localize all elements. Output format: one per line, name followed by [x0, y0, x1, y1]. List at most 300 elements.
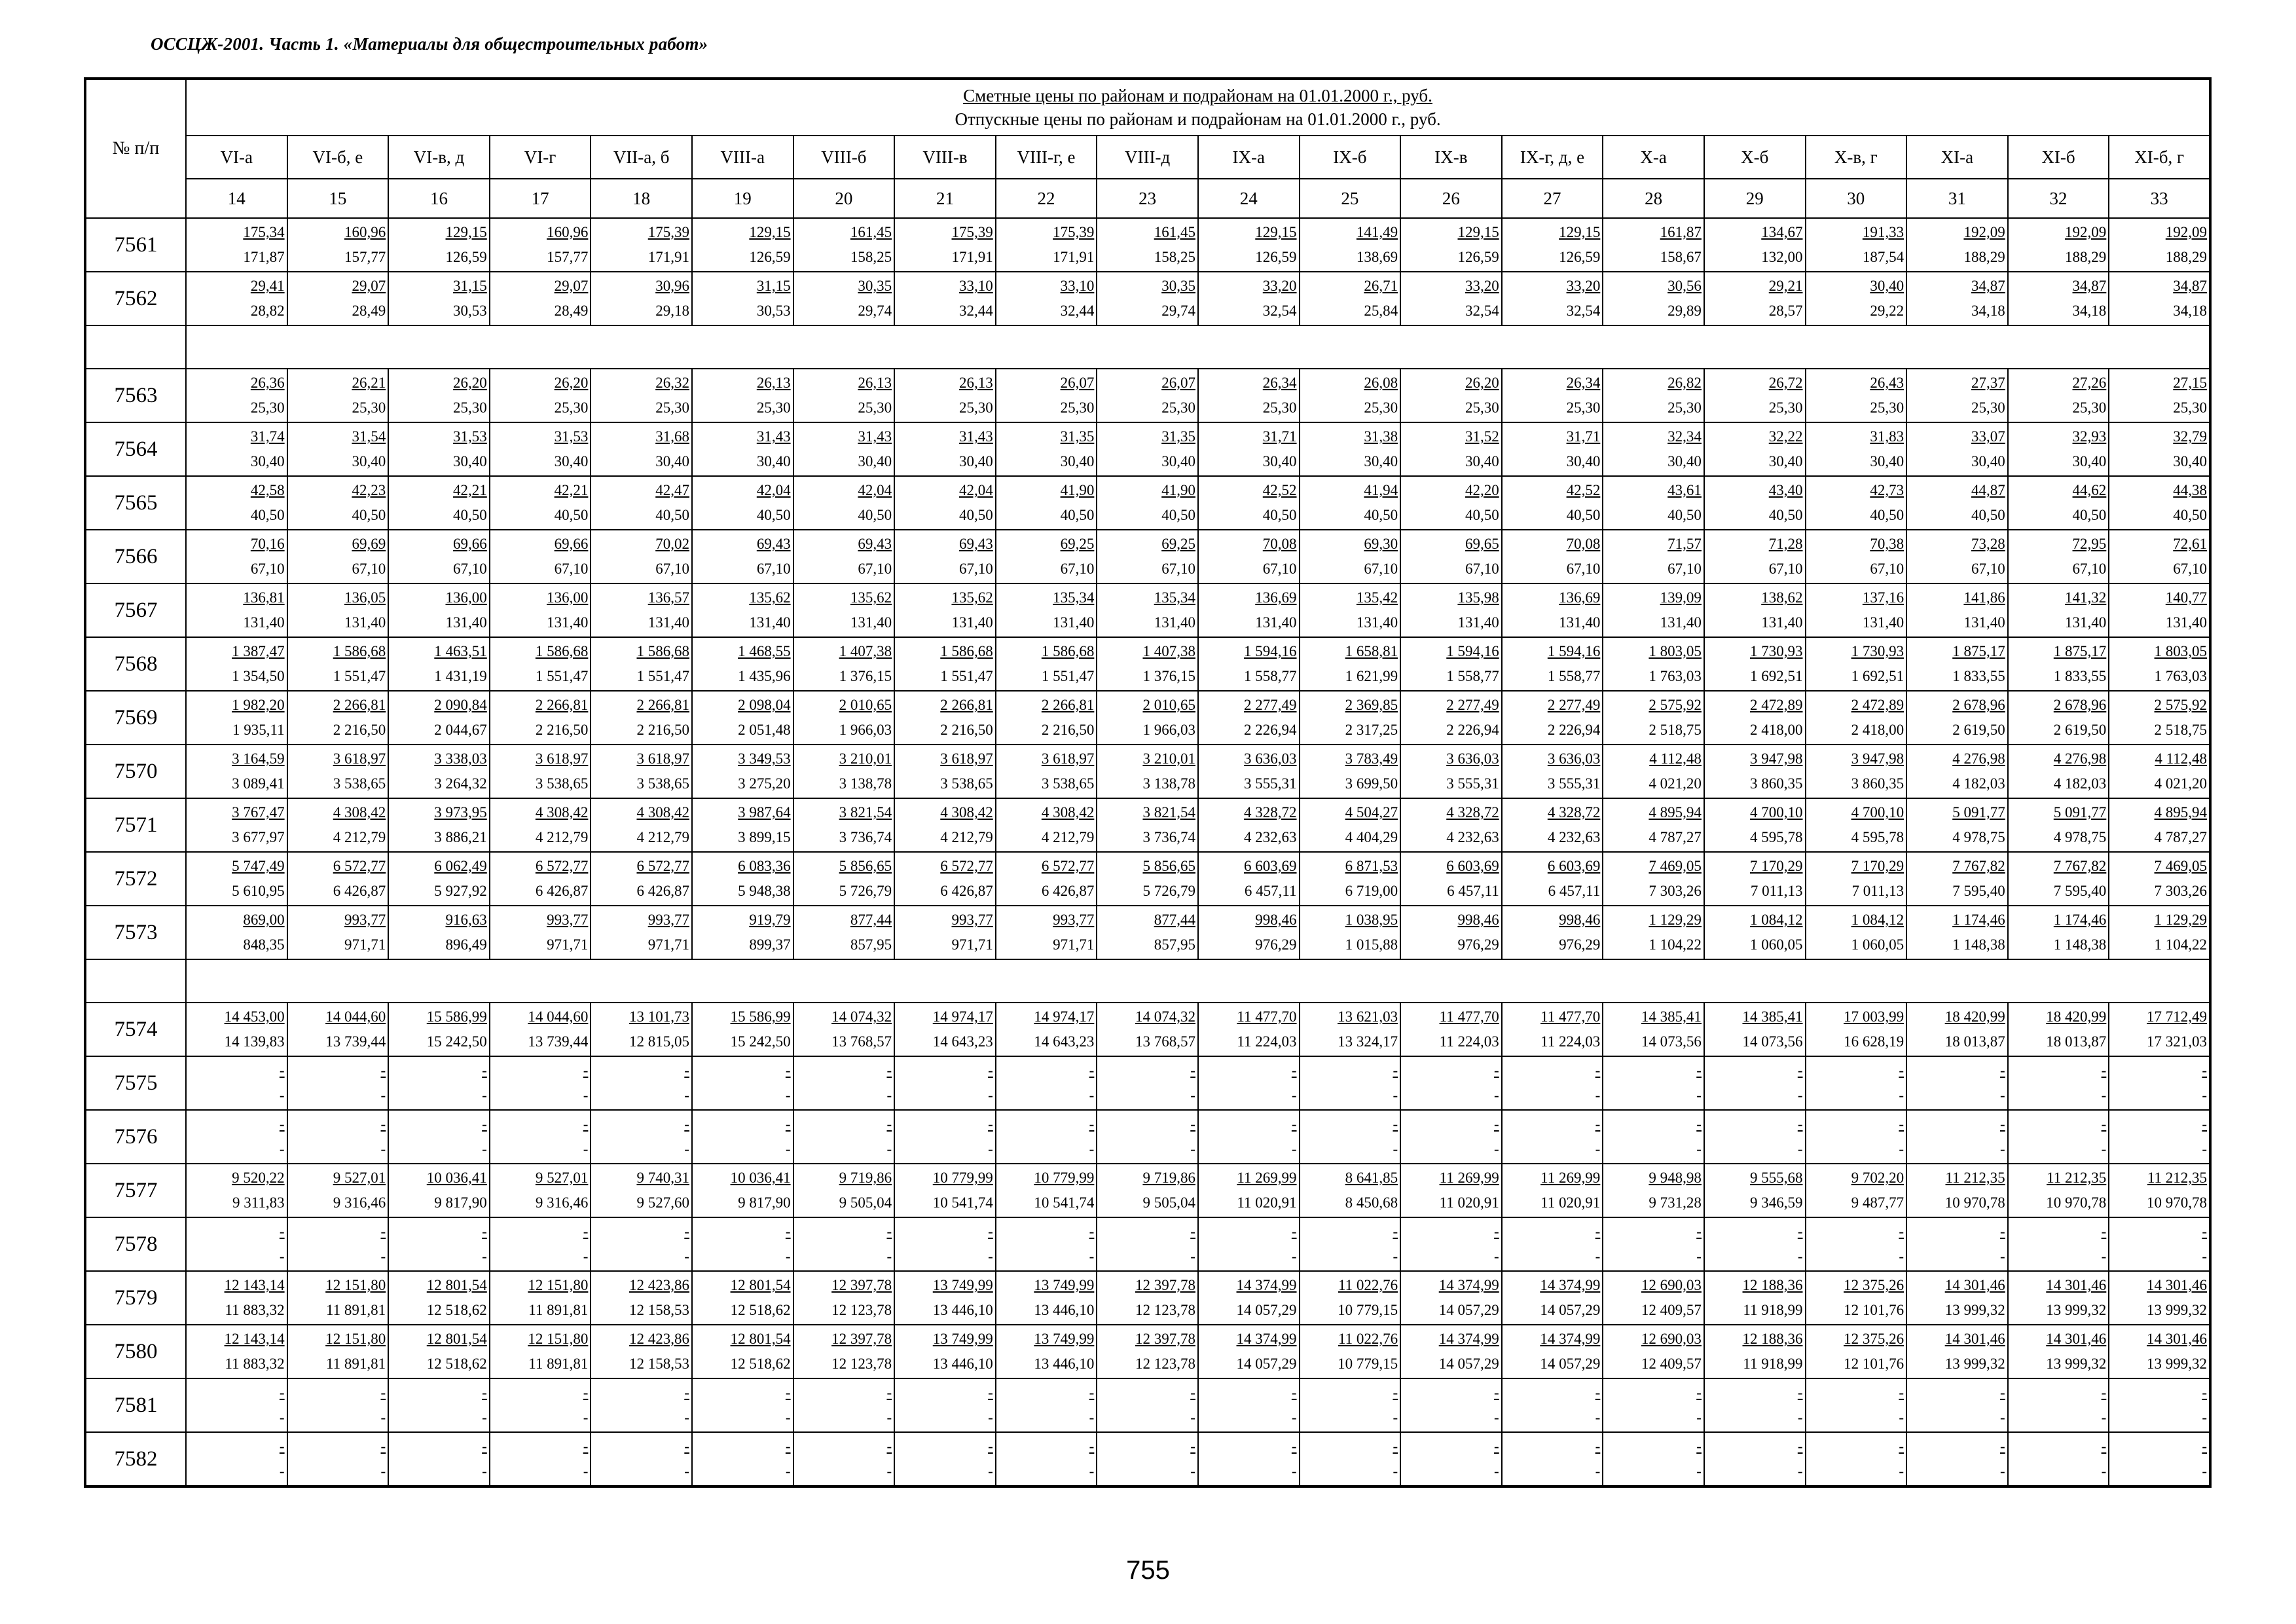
price-cell	[490, 530, 591, 583]
release-price: 7 303,26	[1649, 883, 1702, 899]
release-price: 131,40	[547, 614, 589, 631]
price-cell	[1198, 691, 1300, 745]
price-cell	[591, 1003, 692, 1056]
release-price: 1 935,11	[232, 722, 285, 738]
estimate-price: -	[785, 1116, 791, 1132]
price-cell	[591, 530, 692, 583]
price-cell	[692, 1056, 793, 1110]
price-cell	[1502, 1164, 1603, 1217]
estimate-price: 17 712,49	[2147, 1008, 2208, 1025]
estimate-price: 31,15	[756, 278, 791, 294]
estimate-price: 5 091,77	[1952, 804, 2005, 821]
estimate-price: 31,43	[858, 428, 892, 445]
release-price: 10 970,78	[2147, 1194, 2208, 1211]
table-row	[85, 745, 2210, 798]
release-price: -	[1291, 1141, 1297, 1157]
estimate-price: 2 010,65	[839, 697, 892, 713]
release-price: 11 883,32	[225, 1356, 285, 1372]
release-price: 899,37	[749, 936, 791, 953]
price-cell	[1097, 369, 1198, 422]
estimate-price: -	[1494, 1062, 1499, 1079]
release-price: 67,10	[1768, 561, 1803, 577]
release-price: 158,25	[1154, 249, 1195, 265]
estimate-price: 3 636,03	[1547, 750, 1601, 767]
release-price: 12 518,62	[730, 1302, 791, 1318]
price-cell	[1198, 1378, 1300, 1432]
release-price: 4 595,78	[1750, 829, 1803, 845]
release-price: 1 692,51	[1851, 668, 1904, 684]
column-number: 25	[1300, 179, 1401, 218]
release-price: 14 643,23	[1034, 1033, 1095, 1050]
release-price: 2 518,75	[2154, 722, 2208, 738]
estimate-price: -	[2101, 1223, 2107, 1240]
estimate-price: -	[1899, 1062, 1904, 1079]
price-cell	[1097, 583, 1198, 637]
estimate-price: -	[988, 1223, 993, 1240]
estimate-price: -	[684, 1438, 689, 1454]
estimate-price: 2 266,81	[333, 697, 386, 713]
table-row	[85, 906, 2210, 959]
release-price: 14 057,29	[1540, 1302, 1601, 1318]
release-price: -	[1190, 1141, 1195, 1157]
price-cell	[1906, 852, 2008, 906]
release-price: 132,00	[1761, 249, 1803, 265]
release-price: -	[1089, 1087, 1095, 1103]
estimate-price: 14 301,46	[2147, 1331, 2208, 1347]
estimate-price: 14 374,99	[1236, 1277, 1297, 1293]
price-cell	[2109, 218, 2210, 272]
price-cell	[996, 1217, 1097, 1271]
estimate-price: -	[1089, 1438, 1095, 1454]
release-price: 157,77	[547, 249, 589, 265]
price-cell	[692, 1164, 793, 1217]
release-price: 971,71	[951, 936, 993, 953]
estimate-price: 3 210,01	[839, 750, 892, 767]
estimate-price: 2 472,89	[1750, 697, 1803, 713]
release-price: 16 628,19	[1844, 1033, 1904, 1050]
release-price: 4 021,20	[2154, 775, 2208, 792]
release-price: 14 139,83	[224, 1033, 285, 1050]
estimate-price: 12 690,03	[1641, 1331, 1702, 1347]
table-row	[85, 1271, 2210, 1325]
price-cell	[793, 1432, 895, 1486]
estimate-price: -	[1291, 1116, 1297, 1132]
release-price: 13 446,10	[1034, 1302, 1095, 1318]
estimate-price: 135,62	[749, 589, 791, 606]
price-cell	[1704, 1325, 1806, 1378]
release-price: 34,18	[2173, 303, 2208, 319]
release-price: 30,40	[1364, 453, 1398, 470]
release-price: -	[988, 1087, 993, 1103]
price-cell	[1806, 272, 1907, 325]
row-number: 7577	[85, 1164, 186, 1217]
release-price: 1 551,47	[1041, 668, 1095, 684]
release-price: 2 317,25	[1345, 722, 1398, 738]
release-price: -	[1393, 1409, 1398, 1426]
price-cell	[591, 1164, 692, 1217]
estimate-price: 13 749,99	[932, 1331, 993, 1347]
price-cell	[996, 906, 1097, 959]
price-cell	[490, 218, 591, 272]
estimate-price: -	[1494, 1223, 1499, 1240]
price-cell	[591, 637, 692, 691]
region-header: VIII-б	[793, 136, 895, 179]
section-separator-row	[85, 959, 2210, 1003]
price-cell	[1300, 1217, 1401, 1271]
release-price: 4 212,79	[636, 829, 689, 845]
release-price: -	[988, 1141, 993, 1157]
price-cell	[2109, 476, 2210, 530]
estimate-price: 1 594,16	[1547, 643, 1601, 659]
price-cell	[1906, 906, 2008, 959]
release-price: -	[2000, 1087, 2005, 1103]
release-price: 3 138,78	[1142, 775, 1195, 792]
release-price: 171,91	[951, 249, 993, 265]
row-number: 7569	[85, 691, 186, 745]
release-price: 9 487,77	[1851, 1194, 1904, 1211]
release-price: 40,50	[1971, 507, 2005, 523]
price-cell	[793, 1325, 895, 1378]
release-price: 25,30	[250, 399, 285, 416]
release-price: 11 883,32	[225, 1302, 285, 1318]
price-cell	[1097, 422, 1198, 476]
estimate-price: 26,34	[1262, 375, 1297, 391]
row-number: 7565	[85, 476, 186, 530]
estimate-price: 6 083,36	[738, 858, 791, 874]
price-cell	[793, 476, 895, 530]
price-cell	[1806, 1164, 1907, 1217]
release-price: 138,69	[1356, 249, 1398, 265]
release-price: 3 555,31	[1244, 775, 1297, 792]
estimate-price: 192,09	[2165, 224, 2208, 240]
estimate-price: -	[1899, 1116, 1904, 1132]
price-cell	[1400, 1164, 1502, 1217]
release-price: -	[1190, 1463, 1195, 1479]
price-cell	[1906, 1432, 2008, 1486]
price-cell	[1300, 906, 1401, 959]
price-cell	[894, 422, 996, 476]
release-price: 11 020,91	[1237, 1194, 1297, 1211]
price-cell	[186, 1217, 287, 1271]
release-price: 30,40	[858, 453, 892, 470]
price-cell	[186, 691, 287, 745]
price-cell	[1097, 530, 1198, 583]
release-price: 3 555,31	[1446, 775, 1499, 792]
row-number: 7573	[85, 906, 186, 959]
release-price: 13 768,57	[831, 1033, 892, 1050]
estimate-price: 993,77	[951, 912, 993, 928]
price-cell	[692, 583, 793, 637]
release-price: 30,40	[1465, 453, 1499, 470]
column-number: 29	[1704, 179, 1806, 218]
estimate-price: 31,15	[453, 278, 487, 294]
row-number: 7561	[85, 218, 186, 272]
price-cell	[490, 852, 591, 906]
price-cell	[1806, 1003, 1907, 1056]
release-price: 188,29	[2165, 249, 2208, 265]
price-cell	[388, 476, 490, 530]
release-price: 1 621,99	[1345, 668, 1398, 684]
release-price: 3 275,20	[738, 775, 791, 792]
estimate-price: 136,05	[344, 589, 386, 606]
price-cell	[1097, 691, 1198, 745]
price-cell	[1704, 1378, 1806, 1432]
estimate-price: 3 618,97	[1041, 750, 1095, 767]
estimate-price: 42,20	[1465, 482, 1499, 498]
release-price: 131,40	[749, 614, 791, 631]
estimate-price: -	[1393, 1384, 1398, 1401]
price-cell	[1906, 1164, 2008, 1217]
price-cell	[1603, 1003, 1704, 1056]
release-price: -	[380, 1248, 386, 1264]
estimate-price: 3 618,97	[940, 750, 993, 767]
table-row	[85, 852, 2210, 906]
release-price: -	[2101, 1141, 2107, 1157]
estimate-price: 14 301,46	[2046, 1331, 2107, 1347]
release-price: -	[2202, 1409, 2208, 1426]
release-price: 7 011,13	[1851, 883, 1904, 899]
price-cell	[1704, 530, 1806, 583]
price-cell	[388, 637, 490, 691]
estimate-price: 6 603,69	[1547, 858, 1601, 874]
table-row	[85, 530, 2210, 583]
release-price: 30,53	[756, 303, 791, 319]
estimate-price: 192,09	[2065, 224, 2107, 240]
estimate-price: 70,02	[655, 536, 689, 552]
price-cell	[1704, 369, 1806, 422]
price-cell	[894, 852, 996, 906]
price-cell	[793, 369, 895, 422]
price-cell	[793, 1003, 895, 1056]
release-price: 25,30	[756, 399, 791, 416]
price-cell	[1603, 476, 1704, 530]
estimate-price: 14 044,60	[528, 1008, 589, 1025]
release-price: 29,74	[858, 303, 892, 319]
price-cell	[1198, 1432, 1300, 1486]
estimate-price: 11 022,76	[1338, 1331, 1398, 1347]
estimate-price: 11 269,99	[1237, 1170, 1297, 1186]
release-price: 5 927,92	[434, 883, 487, 899]
estimate-price: 13 749,99	[1034, 1331, 1095, 1347]
estimate-price: 135,42	[1356, 589, 1398, 606]
estimate-price: 4 328,72	[1547, 804, 1601, 821]
estimate-price: 31,35	[1060, 428, 1095, 445]
price-cell	[287, 218, 389, 272]
price-cell	[1097, 906, 1198, 959]
release-price: -	[1899, 1141, 1904, 1157]
price-cell	[1300, 422, 1401, 476]
release-price: 4 787,27	[2154, 829, 2208, 845]
price-cell	[2109, 1217, 2210, 1271]
price-cell	[490, 637, 591, 691]
estimate-price: 135,34	[1154, 589, 1195, 606]
column-number: 16	[388, 179, 490, 218]
estimate-price: 5 091,77	[2053, 804, 2107, 821]
release-price: 25,30	[858, 399, 892, 416]
release-price: 30,40	[352, 453, 386, 470]
estimate-price: 12 397,78	[1135, 1331, 1195, 1347]
release-price: 131,40	[1457, 614, 1499, 631]
estimate-price: 160,96	[344, 224, 386, 240]
estimate-price: -	[482, 1062, 487, 1079]
release-price: -	[886, 1463, 892, 1479]
price-cell	[1806, 422, 1907, 476]
price-table-body	[85, 218, 2210, 1486]
price-cell	[894, 1217, 996, 1271]
price-cell	[996, 530, 1097, 583]
estimate-price: 3 767,47	[232, 804, 285, 821]
estimate-price: 6 572,77	[1041, 858, 1095, 874]
price-cell	[1198, 583, 1300, 637]
release-price: -	[380, 1087, 386, 1103]
estimate-price: 13 749,99	[1034, 1277, 1095, 1293]
estimate-price: 998,46	[1559, 912, 1601, 928]
release-price: 15 242,50	[730, 1033, 791, 1050]
price-cell	[793, 691, 895, 745]
release-price: 40,50	[1465, 507, 1499, 523]
estimate-price: -	[1595, 1384, 1601, 1401]
price-cell	[287, 691, 389, 745]
release-price: 13 768,57	[1135, 1033, 1195, 1050]
estimate-price: 2 277,49	[1244, 697, 1297, 713]
price-cell	[490, 1217, 591, 1271]
release-price: -	[1797, 1409, 1803, 1426]
price-cell	[692, 1110, 793, 1164]
price-cell	[692, 852, 793, 906]
price-cell	[186, 1378, 287, 1432]
column-number: 14	[186, 179, 287, 218]
estimate-price: -	[684, 1384, 689, 1401]
price-table	[84, 77, 2212, 1488]
price-cell	[692, 272, 793, 325]
release-price: 4 787,27	[1649, 829, 1702, 845]
estimate-price: -	[482, 1223, 487, 1240]
release-price: 131,40	[1660, 614, 1702, 631]
release-price: 40,50	[858, 507, 892, 523]
release-price: -	[988, 1409, 993, 1426]
estimate-price: 69,43	[959, 536, 993, 552]
price-cell	[793, 745, 895, 798]
estimate-price: -	[1797, 1438, 1803, 1454]
release-price: 40,50	[1364, 507, 1398, 523]
price-cell	[793, 1110, 895, 1164]
estimate-price: -	[1595, 1438, 1601, 1454]
estimate-price: 4 308,42	[535, 804, 589, 821]
release-price: 131,40	[951, 614, 993, 631]
release-price: 30,53	[453, 303, 487, 319]
row-number: 7578	[85, 1217, 186, 1271]
price-cell	[2008, 1271, 2109, 1325]
price-cell	[186, 369, 287, 422]
release-price: 131,40	[1963, 614, 2005, 631]
price-cell	[793, 530, 895, 583]
price-cell	[287, 1271, 389, 1325]
price-cell	[1603, 1378, 1704, 1432]
release-price: 25,30	[2072, 399, 2107, 416]
estimate-price: 1 468,55	[738, 643, 791, 659]
price-cell	[1806, 1432, 1907, 1486]
estimate-price: 34,87	[1971, 278, 2005, 294]
price-cell	[490, 583, 591, 637]
estimate-price: 1 463,51	[434, 643, 487, 659]
price-cell	[1906, 637, 2008, 691]
release-price: 67,10	[1060, 561, 1095, 577]
release-price: 13 739,44	[528, 1033, 589, 1050]
release-price: 126,59	[749, 249, 791, 265]
release-price: 11 020,91	[1439, 1194, 1499, 1211]
estimate-price: 12 188,36	[1742, 1277, 1803, 1293]
release-price: -	[1899, 1248, 1904, 1264]
release-price: 4 232,63	[1547, 829, 1601, 845]
price-cell	[2109, 1056, 2210, 1110]
estimate-price: 7 170,29	[1851, 858, 1904, 874]
price-cell	[2008, 583, 2109, 637]
estimate-price: 69,43	[858, 536, 892, 552]
price-cell	[894, 1271, 996, 1325]
estimate-price: -	[1291, 1223, 1297, 1240]
price-cell	[1502, 422, 1603, 476]
price-cell	[490, 691, 591, 745]
price-cell	[2008, 852, 2109, 906]
price-cell	[186, 218, 287, 272]
release-price: 13 739,44	[325, 1033, 386, 1050]
release-price: 14 073,56	[1742, 1033, 1803, 1050]
release-price: 40,50	[1667, 507, 1702, 523]
estimate-price: 7 469,05	[2154, 858, 2208, 874]
price-cell	[388, 1003, 490, 1056]
price-cell	[1300, 1110, 1401, 1164]
estimate-price: 31,83	[1870, 428, 1904, 445]
price-cell	[1806, 691, 1907, 745]
price-cell	[1806, 476, 1907, 530]
price-cell	[1906, 798, 2008, 852]
price-cell	[1502, 1271, 1603, 1325]
estimate-price: 3 987,64	[738, 804, 791, 821]
release-price: 25,30	[554, 399, 589, 416]
region-header: X-в, г	[1806, 136, 1907, 179]
estimate-price: 136,57	[647, 589, 689, 606]
release-price: -	[1190, 1248, 1195, 1264]
release-price: -	[2202, 1248, 2208, 1264]
price-cell	[186, 476, 287, 530]
release-price: 3 555,31	[1547, 775, 1601, 792]
estimate-price: 1 803,05	[2154, 643, 2208, 659]
row-number: 7581	[85, 1378, 186, 1432]
release-prices-title: Отпускные цены по районам и подрайонам на 01.01.2000 г., руб.	[955, 109, 1441, 129]
release-price: 1 435,96	[738, 668, 791, 684]
price-cell	[1704, 1271, 1806, 1325]
price-cell	[1400, 369, 1502, 422]
estimate-price: 1 594,16	[1446, 643, 1499, 659]
price-cell	[1097, 1432, 1198, 1486]
price-cell	[1300, 1325, 1401, 1378]
release-price: 11 020,91	[1540, 1194, 1601, 1211]
estimate-price: 4 504,27	[1345, 804, 1398, 821]
region-header: IX-б	[1300, 136, 1401, 179]
row-number: 7566	[85, 530, 186, 583]
estimate-price: -	[1393, 1223, 1398, 1240]
price-cell	[2008, 422, 2109, 476]
price-cell	[388, 1056, 490, 1110]
price-cell	[1704, 476, 1806, 530]
estimate-price: 11 477,70	[1439, 1008, 1499, 1025]
release-price: -	[785, 1248, 791, 1264]
release-price: 7 595,40	[2053, 883, 2107, 899]
price-cell	[490, 745, 591, 798]
row-number: 7571	[85, 798, 186, 852]
column-number: 33	[2109, 179, 2210, 218]
price-cell	[1603, 798, 1704, 852]
